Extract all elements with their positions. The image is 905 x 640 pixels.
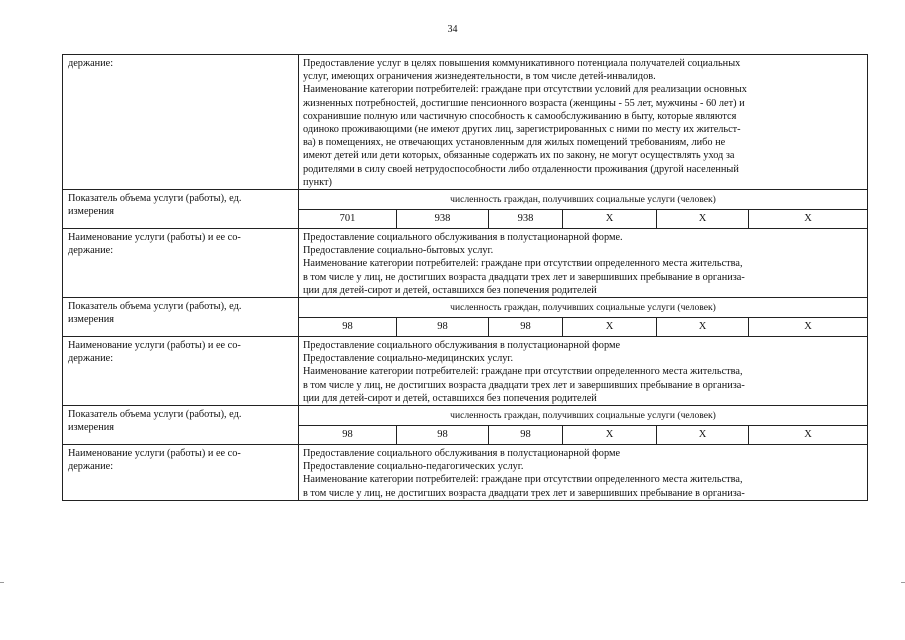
value-cell: 98 <box>299 426 397 445</box>
description-line: Предоставление социально-медицинских услуг. <box>303 353 514 365</box>
label-line: Наименование услуги (работы) и ее со- <box>68 232 241 244</box>
scan-edge-mark-right <box>901 582 905 583</box>
label-line: Показатель объема услуги (работы), ед. <box>68 409 242 421</box>
description-line: Наименование категории потребителей: граждане при отсутствии условий для реализации основных <box>303 84 747 96</box>
description-line: Предоставление социального обслуживания в полустационарной форме. <box>303 232 623 244</box>
value-cell: 938 <box>397 210 489 229</box>
volume-indicator-label <box>63 406 299 445</box>
label-line: держание: <box>68 461 114 473</box>
volume-unit-row <box>63 298 868 318</box>
value-cell: X <box>749 210 868 229</box>
description-line: Предоставление социального обслуживания в полустационарной форме <box>303 340 621 352</box>
service-name-label <box>63 337 299 406</box>
description-line: Наименование категории потребителей: граждане при отсутствии определенного места жительства, <box>303 474 743 486</box>
volume-unit-row <box>63 190 868 210</box>
description-line: в том числе у лиц, не достигших возраста двадцати трех лет и завершивших пребывание в организа- <box>303 379 745 391</box>
service-name-label <box>63 229 299 298</box>
description-line: пункт) <box>303 176 332 188</box>
label-line: измерения <box>68 422 114 434</box>
service-name-label <box>63 445 299 501</box>
value-cell: 98 <box>489 318 563 337</box>
label-line: измерения <box>68 206 114 218</box>
description-line: жизненных потребностей, достигшие пенсионного возраста (женщины - 55 лет, мужчины - 60 лет) и <box>303 97 745 109</box>
label-line: Показатель объема услуги (работы), ед. <box>68 193 242 205</box>
description-line: Предоставление социально-педагогических услуг. <box>303 461 524 473</box>
unit-of-measure: численность граждан, получивших социальные услуги (человек) <box>299 406 868 426</box>
label-line: Наименование услуги (работы) и ее со- <box>68 340 241 352</box>
description-line: одиноко проживающими (не имеют других лиц, зарегистрированных с ними по месту их жительст- <box>303 124 741 136</box>
description-line: имеют детей или дети которых, обязанные содержать их по закону, не могут осуществлять уход за <box>303 150 735 162</box>
volume-unit-row <box>63 406 868 426</box>
description-line: услуг, имеющих ограничения жизнедеятельности, в том числе детей-инвалидов. <box>303 71 656 83</box>
description-line: ва) в помещениях, не отвечающих установленным для жилых помещений требованиям, либо не <box>303 137 726 149</box>
value-cell: X <box>749 318 868 337</box>
description-line: Наименование категории потребителей: граждане при отсутствии определенного места жительства, <box>303 366 743 378</box>
value-cell: 98 <box>397 426 489 445</box>
unit-of-measure: численность граждан, получивших социальные услуги (человек) <box>299 190 868 210</box>
description-line: родителями в силу своей нетрудоспособности либо отдаленности проживания (другой населенный <box>303 163 739 175</box>
service-description <box>299 337 868 406</box>
description-line: Наименование категории потребителей: граждане при отсутствии определенного места жительства, <box>303 258 743 270</box>
label-line: измерения <box>68 314 114 326</box>
page-number: 34 <box>447 24 458 35</box>
unit-of-measure: численность граждан, получивших социальные услуги (человек) <box>299 298 868 318</box>
service-description <box>299 55 868 190</box>
description-line: сохранившие полную или частичную способность к самообслуживанию в быту, которые являются <box>303 110 737 122</box>
value-cell: X <box>749 426 868 445</box>
description-line: ции для детей-сирот и детей, оставшихся без попечения родителей <box>303 284 597 296</box>
label-line: держание: <box>68 353 114 365</box>
value-cell: 938 <box>489 210 563 229</box>
scan-edge-mark-left <box>0 582 4 583</box>
description-line: ции для детей-сирот и детей, оставшихся без попечения родителей <box>303 392 597 404</box>
description-line: в том числе у лиц, не достигших возраста двадцати трех лет и завершивших пребывание в организа- <box>303 271 745 283</box>
value-cell: 98 <box>299 318 397 337</box>
label-line: держание: <box>68 58 114 69</box>
value-cell: X <box>563 426 657 445</box>
label-line: Показатель объема услуги (работы), ед. <box>68 301 242 313</box>
service-row <box>63 229 868 298</box>
value-cell: X <box>657 426 749 445</box>
services-table <box>62 54 868 501</box>
label-line: Наименование услуги (работы) и ее со- <box>68 448 241 460</box>
service-name-label <box>63 55 299 190</box>
volume-indicator-label <box>63 298 299 337</box>
service-description <box>299 229 868 298</box>
value-cell: X <box>657 210 749 229</box>
value-cell: 701 <box>299 210 397 229</box>
volume-indicator-label <box>63 190 299 229</box>
value-cell: X <box>563 318 657 337</box>
service-row <box>63 55 868 190</box>
description-line: Предоставление социально-бытовых услуг. <box>303 245 494 257</box>
description-line: Предоставление социального обслуживания в полустационарной форме <box>303 448 621 460</box>
value-cell: X <box>563 210 657 229</box>
value-cell: X <box>657 318 749 337</box>
service-row <box>63 337 868 406</box>
value-cell: 98 <box>489 426 563 445</box>
service-description <box>299 445 868 501</box>
service-row <box>63 445 868 501</box>
description-line: в том числе у лиц, не достигших возраста двадцати трех лет и завершивших пребывание в организа- <box>303 487 745 499</box>
value-cell: 98 <box>397 318 489 337</box>
label-line: держание: <box>68 245 114 257</box>
description-line: Предоставление услуг в целях повышения коммуникативного потенциала получателей социальных <box>303 58 741 69</box>
